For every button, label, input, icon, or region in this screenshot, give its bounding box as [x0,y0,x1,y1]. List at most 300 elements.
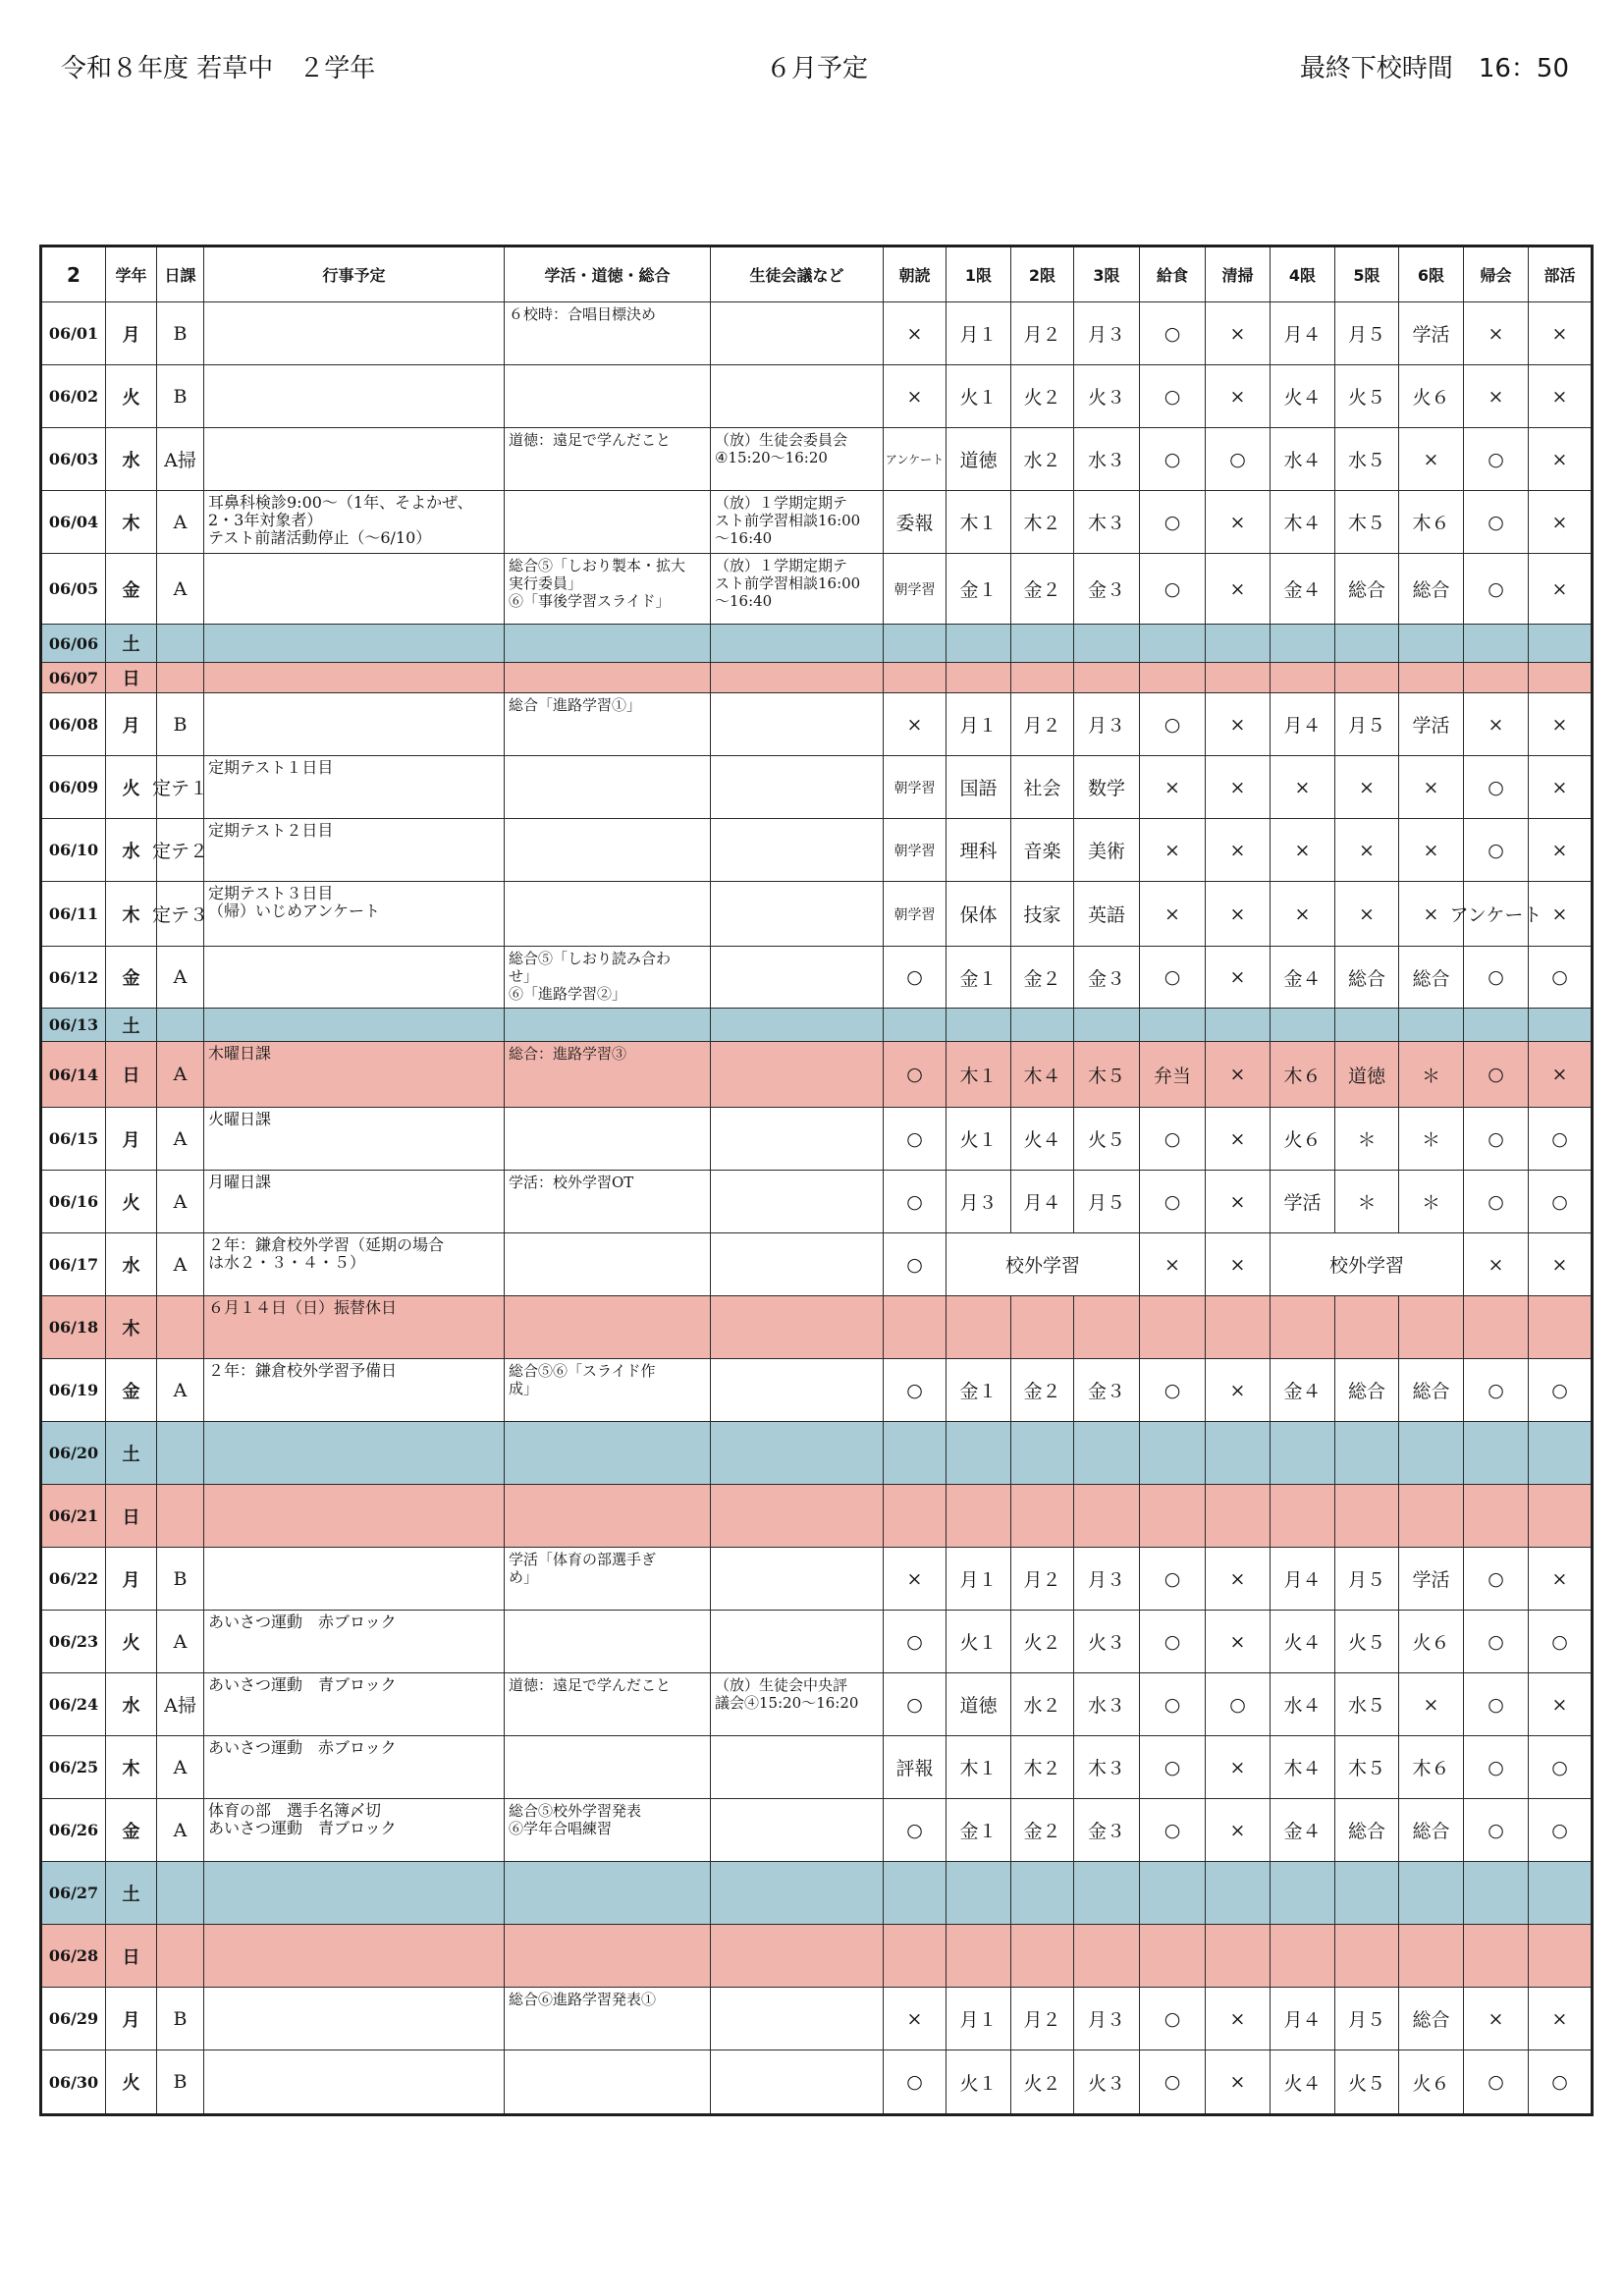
period2-value: 月２ [1023,1569,1061,1591]
club-value: × [1551,1693,1568,1716]
event-cell [204,625,505,663]
club-cell [1529,1862,1593,1925]
weekday-header: 学年 [106,246,157,302]
period4-value: × [1294,902,1311,925]
cleaning-value: × [1229,322,1246,345]
period4-value: 学活 [1283,1192,1322,1214]
date-cell: 06/26 [41,1799,106,1862]
period2-cell [1011,365,1074,428]
period6-cell [1399,1108,1464,1171]
homeroom-value: ○ [1488,1567,1504,1590]
schedule-row [41,756,1593,819]
club-cell [1529,693,1593,756]
schedule-row [41,693,1593,756]
asadoku-cell [884,1673,947,1736]
event-cell [204,693,505,756]
event-cell [204,1673,505,1736]
nikka-cell [157,1925,204,1988]
cleaning-cell [1206,1233,1271,1296]
asadoku-value: ○ [906,1819,923,1841]
schedule-row [41,1042,1593,1108]
period1-value: 国語 [959,778,998,799]
lunch-cell [1140,554,1206,625]
asadoku-cell [884,1485,947,1548]
period4-cell [1271,947,1335,1009]
date-cell: 06/22 [41,1548,106,1611]
club-value: × [1551,839,1568,861]
homeroom-value: ○ [1488,2071,1504,2093]
council-cell [711,1485,884,1548]
period4-cell [1271,1925,1335,1988]
period2-value: 木２ [1023,1758,1061,1779]
cleaning-value: × [1229,2071,1246,2093]
asadoku-value: ○ [906,966,923,988]
event-header: 行事予定 [204,246,505,302]
period2-cell [1011,756,1074,819]
document-title-center: ６月予定 [765,54,868,83]
weekday-cell: 火 [106,2050,157,2115]
date-cell: 06/24 [41,1673,106,1736]
period1-cell [947,1611,1011,1673]
lunch-cell [1140,1296,1206,1359]
cleaning-value: × [1229,1379,1246,1401]
period2-value: 木４ [1023,1065,1061,1087]
lunch-cell [1140,1108,1206,1171]
club-value: ○ [1551,1819,1568,1841]
weekday-cell: 水 [106,1233,157,1296]
homeroom-cell [1464,756,1529,819]
lunch-value: × [1164,776,1180,798]
asadoku-cell [884,1233,947,1296]
lunch-cell [1140,663,1206,693]
asadoku-cell [884,693,947,756]
asadoku-value: × [906,1567,923,1590]
council-cell [711,1548,884,1611]
cleaning-value: × [1229,1127,1246,1150]
weekday-cell: 日 [106,1042,157,1108]
club-cell [1529,1171,1593,1233]
lunch-value: ○ [1163,1379,1181,1401]
period6-value: 木６ [1412,513,1450,534]
cleaning-value: × [1229,1567,1246,1590]
period6-cell [1399,1548,1464,1611]
period1-value: 月１ [959,715,998,737]
nikka-cell [157,947,204,1009]
nikka-label: A [173,966,188,988]
nikka-label: 定テ２ [152,841,209,862]
lunch-value: ○ [1163,322,1181,345]
lunch-cell [1140,1925,1206,1988]
homeroom-value: ○ [1488,1693,1504,1716]
period2-value: 月２ [1023,2009,1061,2031]
period5-value: × [1359,902,1375,925]
period2-value: 金２ [1023,579,1061,601]
nikka-cell [157,625,204,663]
nikka-label: B [173,713,188,736]
period2-cell [1011,882,1074,947]
cleaning-value: × [1229,511,1246,533]
period5-value: 月５ [1347,1569,1385,1591]
council-cell [711,1925,884,1988]
weekday-cell: 水 [106,428,157,491]
homeroom-value: アンケート [1449,904,1542,926]
period4-cell [1271,1108,1335,1171]
date-cell: 06/30 [41,2050,106,2115]
period5-value: 火５ [1347,387,1385,409]
period2-value: 月２ [1023,324,1061,346]
asadoku-value: アンケート [885,453,945,466]
period5-cell [1335,1673,1399,1736]
period2-value: 金２ [1023,1381,1061,1402]
gakkatsu-line: ⑥学年合唱練習 [509,1820,613,1837]
nikka-cell [157,1485,204,1548]
lunch-value: ○ [1163,448,1181,470]
weekday-cell: 金 [106,554,157,625]
lunch-cell [1140,1233,1206,1296]
event-cell [204,1296,505,1359]
date-cell: 06/03 [41,428,106,491]
period4-cell [1271,1296,1335,1359]
gakkatsu-line: 総合⑤校外学習発表 [509,1802,642,1820]
period3-value: 月３ [1087,324,1125,346]
document-title-left: 令和８年度 若草中 ２学年 [61,54,376,83]
gakkatsu-line: 実行委員」 [509,574,583,592]
nikka-label: A [173,1379,188,1401]
council-line: （放）１学期定期テ [715,494,848,512]
lunch-cell [1140,2050,1206,2115]
nikka-cell [157,1422,204,1485]
period1-cell [947,1042,1011,1108]
nikka-cell [157,2050,204,2115]
weekday-cell: 火 [106,365,157,428]
homeroom-cell [1464,1736,1529,1799]
council-line: （放）生徒会中央評 [715,1676,848,1694]
period3-value: 火５ [1087,1129,1125,1151]
asadoku-cell [884,1988,947,2050]
period5-value: ＊ [1357,1129,1377,1151]
date-cell: 06/19 [41,1359,106,1422]
club-cell [1529,1359,1593,1422]
homeroom-cell [1464,1042,1529,1108]
weekday-cell: 月 [106,1108,157,1171]
period5-value: 月５ [1347,324,1385,346]
event-cell [204,491,505,554]
schedule-row [41,1673,1593,1736]
period3-value: 火３ [1087,2072,1125,2095]
club-cell [1529,1296,1593,1359]
period1-cell [947,882,1011,947]
period3-cell [1074,1359,1140,1422]
period5-value: 総合 [1347,1381,1385,1402]
club-value: × [1551,322,1568,345]
period2-cell [1011,1296,1074,1359]
nikka-label: A [173,1127,188,1150]
nikka-label: A [173,577,188,600]
period2-cell [1011,302,1074,365]
gakkatsu-line: 総合⑤⑥「スライド作 [509,1362,656,1380]
gakkatsu-cell [505,1233,711,1296]
council-cell [711,1736,884,1799]
period5-value: ＊ [1357,1192,1377,1214]
period5-value: 月５ [1347,715,1385,737]
gakkatsu-cell [505,1673,711,1736]
homeroom-value: ○ [1488,1190,1504,1213]
event-cell [204,1611,505,1673]
period1-cell [947,1422,1011,1485]
period2-value: 音楽 [1023,841,1061,862]
gakkatsu-cell [505,302,711,365]
lunch-value: ○ [1163,1756,1181,1778]
lunch-value: ○ [1163,1693,1181,1716]
nikka-cell [157,1042,204,1108]
council-cell [711,2050,884,2115]
period1-value: 月１ [959,1569,998,1591]
period2-value: 水２ [1023,1695,1061,1717]
schedule-row [41,882,1593,947]
cleaning-header: 清掃 [1206,246,1271,302]
homeroom-cell [1464,428,1529,491]
date-cell: 06/13 [41,1009,106,1042]
period6-value: 火６ [1412,387,1450,409]
homeroom-value: ○ [1488,1064,1504,1085]
club-value: × [1551,776,1568,798]
period5-cell [1335,2050,1399,2115]
period4-cell [1271,663,1335,693]
lunch-cell [1140,1611,1206,1673]
period1-cell [947,428,1011,491]
homeroom-cell [1464,1485,1529,1548]
event-line: ２年：鎌倉校外学習（延期の場合 [208,1235,445,1254]
homeroom-cell [1464,1862,1529,1925]
date-cell: 06/28 [41,1925,106,1988]
period4-cell [1271,302,1335,365]
nikka-cell [157,1108,204,1171]
schedule-row [41,1296,1593,1359]
weekday-cell: 月 [106,693,157,756]
period3-value: 英語 [1087,904,1125,926]
period1-value: 理科 [959,841,998,862]
period4-value: 月４ [1283,324,1322,346]
asadoku-value: ○ [906,1127,923,1150]
club-cell [1529,1611,1593,1673]
period6-value: 火６ [1412,1632,1450,1654]
nikka-cell [157,1296,204,1359]
cleaning-cell [1206,365,1271,428]
event-cell [204,2050,505,2115]
homeroom-value: × [1488,1253,1504,1276]
period6-cell [1399,1925,1464,1988]
period1-cell [947,663,1011,693]
weekday-cell: 月 [106,1548,157,1611]
event-line: 火曜日課 [208,1110,272,1128]
homeroom-cell [1464,663,1529,693]
gakkatsu-line: 道徳：遠足で学んだこと [509,431,672,449]
nikka-cell [157,1359,204,1422]
period6-value: × [1423,839,1439,861]
nikka-cell [152,819,209,882]
date-cell: 06/04 [41,491,106,554]
period6-cell [1399,1736,1464,1799]
period3-cell [1074,1862,1140,1925]
weekday-cell: 金 [106,947,157,1009]
cleaning-cell [1206,302,1271,365]
schedule-row [41,491,1593,554]
lunch-cell [1140,428,1206,491]
period1-cell [947,1799,1011,1862]
nikka-cell [157,1799,204,1862]
period5-cell [1335,882,1399,947]
period1-cell [947,2050,1011,2115]
period5-value: 月５ [1347,2009,1385,2031]
lunch-cell [1140,302,1206,365]
event-cell [204,1736,505,1799]
period1-value: 金１ [959,1821,998,1842]
date-cell: 06/29 [41,1988,106,2050]
period5-value: 木５ [1347,513,1385,534]
period3-value: 月３ [1087,2009,1125,2031]
asadoku-value: 朝学習 [893,581,936,598]
asadoku-value: 朝学習 [893,780,936,796]
club-value: × [1551,1253,1568,1276]
cleaning-value: × [1229,776,1246,798]
gakkatsu-cell [505,365,711,428]
schedule-row [41,819,1593,882]
gakkatsu-line: 学活「体育の部選手ぎ [509,1551,657,1568]
period1-cell [947,365,1011,428]
schedule-row [41,1925,1593,1988]
schedule-row [41,947,1593,1009]
cleaning-value: × [1229,1630,1246,1653]
club-value: ○ [1551,1756,1568,1778]
event-cell [204,428,505,491]
period3-cell [1074,1422,1140,1485]
period4-cell [1271,882,1335,947]
cleaning-cell [1206,693,1271,756]
gakkatsu-cell [505,554,711,625]
period2-cell [1011,625,1074,663]
date-cell: 06/25 [41,1736,106,1799]
period1-cell [947,947,1011,1009]
date-cell: 06/21 [41,1485,106,1548]
period3-value: 木３ [1087,1758,1125,1779]
council-cell [711,1673,884,1736]
cleaning-cell [1206,1108,1271,1171]
weekday-cell: 水 [106,1673,157,1736]
lunch-cell [1140,625,1206,663]
header-row [41,246,1593,302]
homeroom-value: × [1488,2007,1504,2030]
asadoku-cell [884,428,947,491]
period4-cell [1271,1862,1335,1925]
period4-value: 火４ [1283,1632,1322,1654]
period1-cell [947,819,1011,882]
schedule-row [41,1422,1593,1485]
gakkatsu-cell [505,1422,711,1485]
council-cell [711,302,884,365]
period4-value: 校外学習 [1328,1255,1404,1277]
lunch-value: ○ [1163,1819,1181,1841]
period3-cell [1074,1925,1140,1988]
period1-cell [947,1296,1011,1359]
period4-cell [1271,1422,1335,1485]
asadoku-cell [884,1009,947,1042]
club-cell [1529,819,1593,882]
period3-cell [1074,819,1140,882]
period6-cell [1399,365,1464,428]
period2-cell [1011,1988,1074,2050]
nikka-cell [157,1862,204,1925]
period3-cell [1074,663,1140,693]
asadoku-cell [884,1359,947,1422]
homeroom-cell [1464,947,1529,1009]
dismissal-time-label: 最終下校時間 16：50 [1299,54,1569,83]
gakkatsu-cell [505,1296,711,1359]
period1-cell [947,1359,1011,1422]
club-cell [1529,1673,1593,1736]
period1-value: 校外学習 [1004,1255,1080,1277]
club-value: × [1551,1567,1568,1590]
period5-cell [1335,1611,1399,1673]
club-value: ○ [1551,1630,1568,1653]
period6-value: × [1423,776,1439,798]
period5-cell [1335,491,1399,554]
club-value: × [1551,385,1568,408]
council-cell [711,1422,884,1485]
cleaning-cell [1206,2050,1271,2115]
period2-value: 火４ [1023,1129,1061,1151]
gakkatsu-line: せ」 [509,967,539,985]
period3-value: 金３ [1087,1821,1125,1842]
gakkatsu-line: め」 [509,1568,539,1586]
cleaning-cell [1206,1009,1271,1042]
period6-cell [1399,947,1464,1009]
council-cell [711,663,884,693]
gakkatsu-cell [505,1359,711,1422]
homeroom-value: ○ [1488,1630,1504,1653]
weekday-cell: 金 [106,1799,157,1862]
date-cell: 06/09 [41,756,106,819]
lunch-value: ○ [1163,966,1181,988]
period6-value: 学活 [1412,715,1450,737]
council-cell [711,1171,884,1233]
cleaning-cell [1206,625,1271,663]
period4-cell [1271,1233,1464,1296]
event-cell [204,302,505,365]
nikka-label: B [173,385,188,408]
asadoku-cell [884,1296,947,1359]
event-line: あいさつ運動 赤ブロック [208,1738,397,1757]
club-cell [1529,1108,1593,1171]
period1-cell [947,756,1011,819]
lunch-cell [1140,1862,1206,1925]
date-cell: 06/08 [41,693,106,756]
council-cell [711,756,884,819]
cleaning-cell [1206,1485,1271,1548]
period3-cell [1074,1485,1140,1548]
gakkatsu-cell [505,663,711,693]
asadoku-value: ○ [906,1693,923,1716]
period2-cell [1011,1359,1074,1422]
asadoku-cell [884,1925,947,1988]
nikka-label: A [173,1064,188,1085]
homeroom-header: 帰会 [1464,246,1529,302]
schedule-row [41,428,1593,491]
nikka-cell [157,554,204,625]
asadoku-value: ○ [906,2071,923,2093]
period3-header: 3限 [1074,246,1140,302]
period3-cell [1074,1548,1140,1611]
period2-cell [1011,554,1074,625]
